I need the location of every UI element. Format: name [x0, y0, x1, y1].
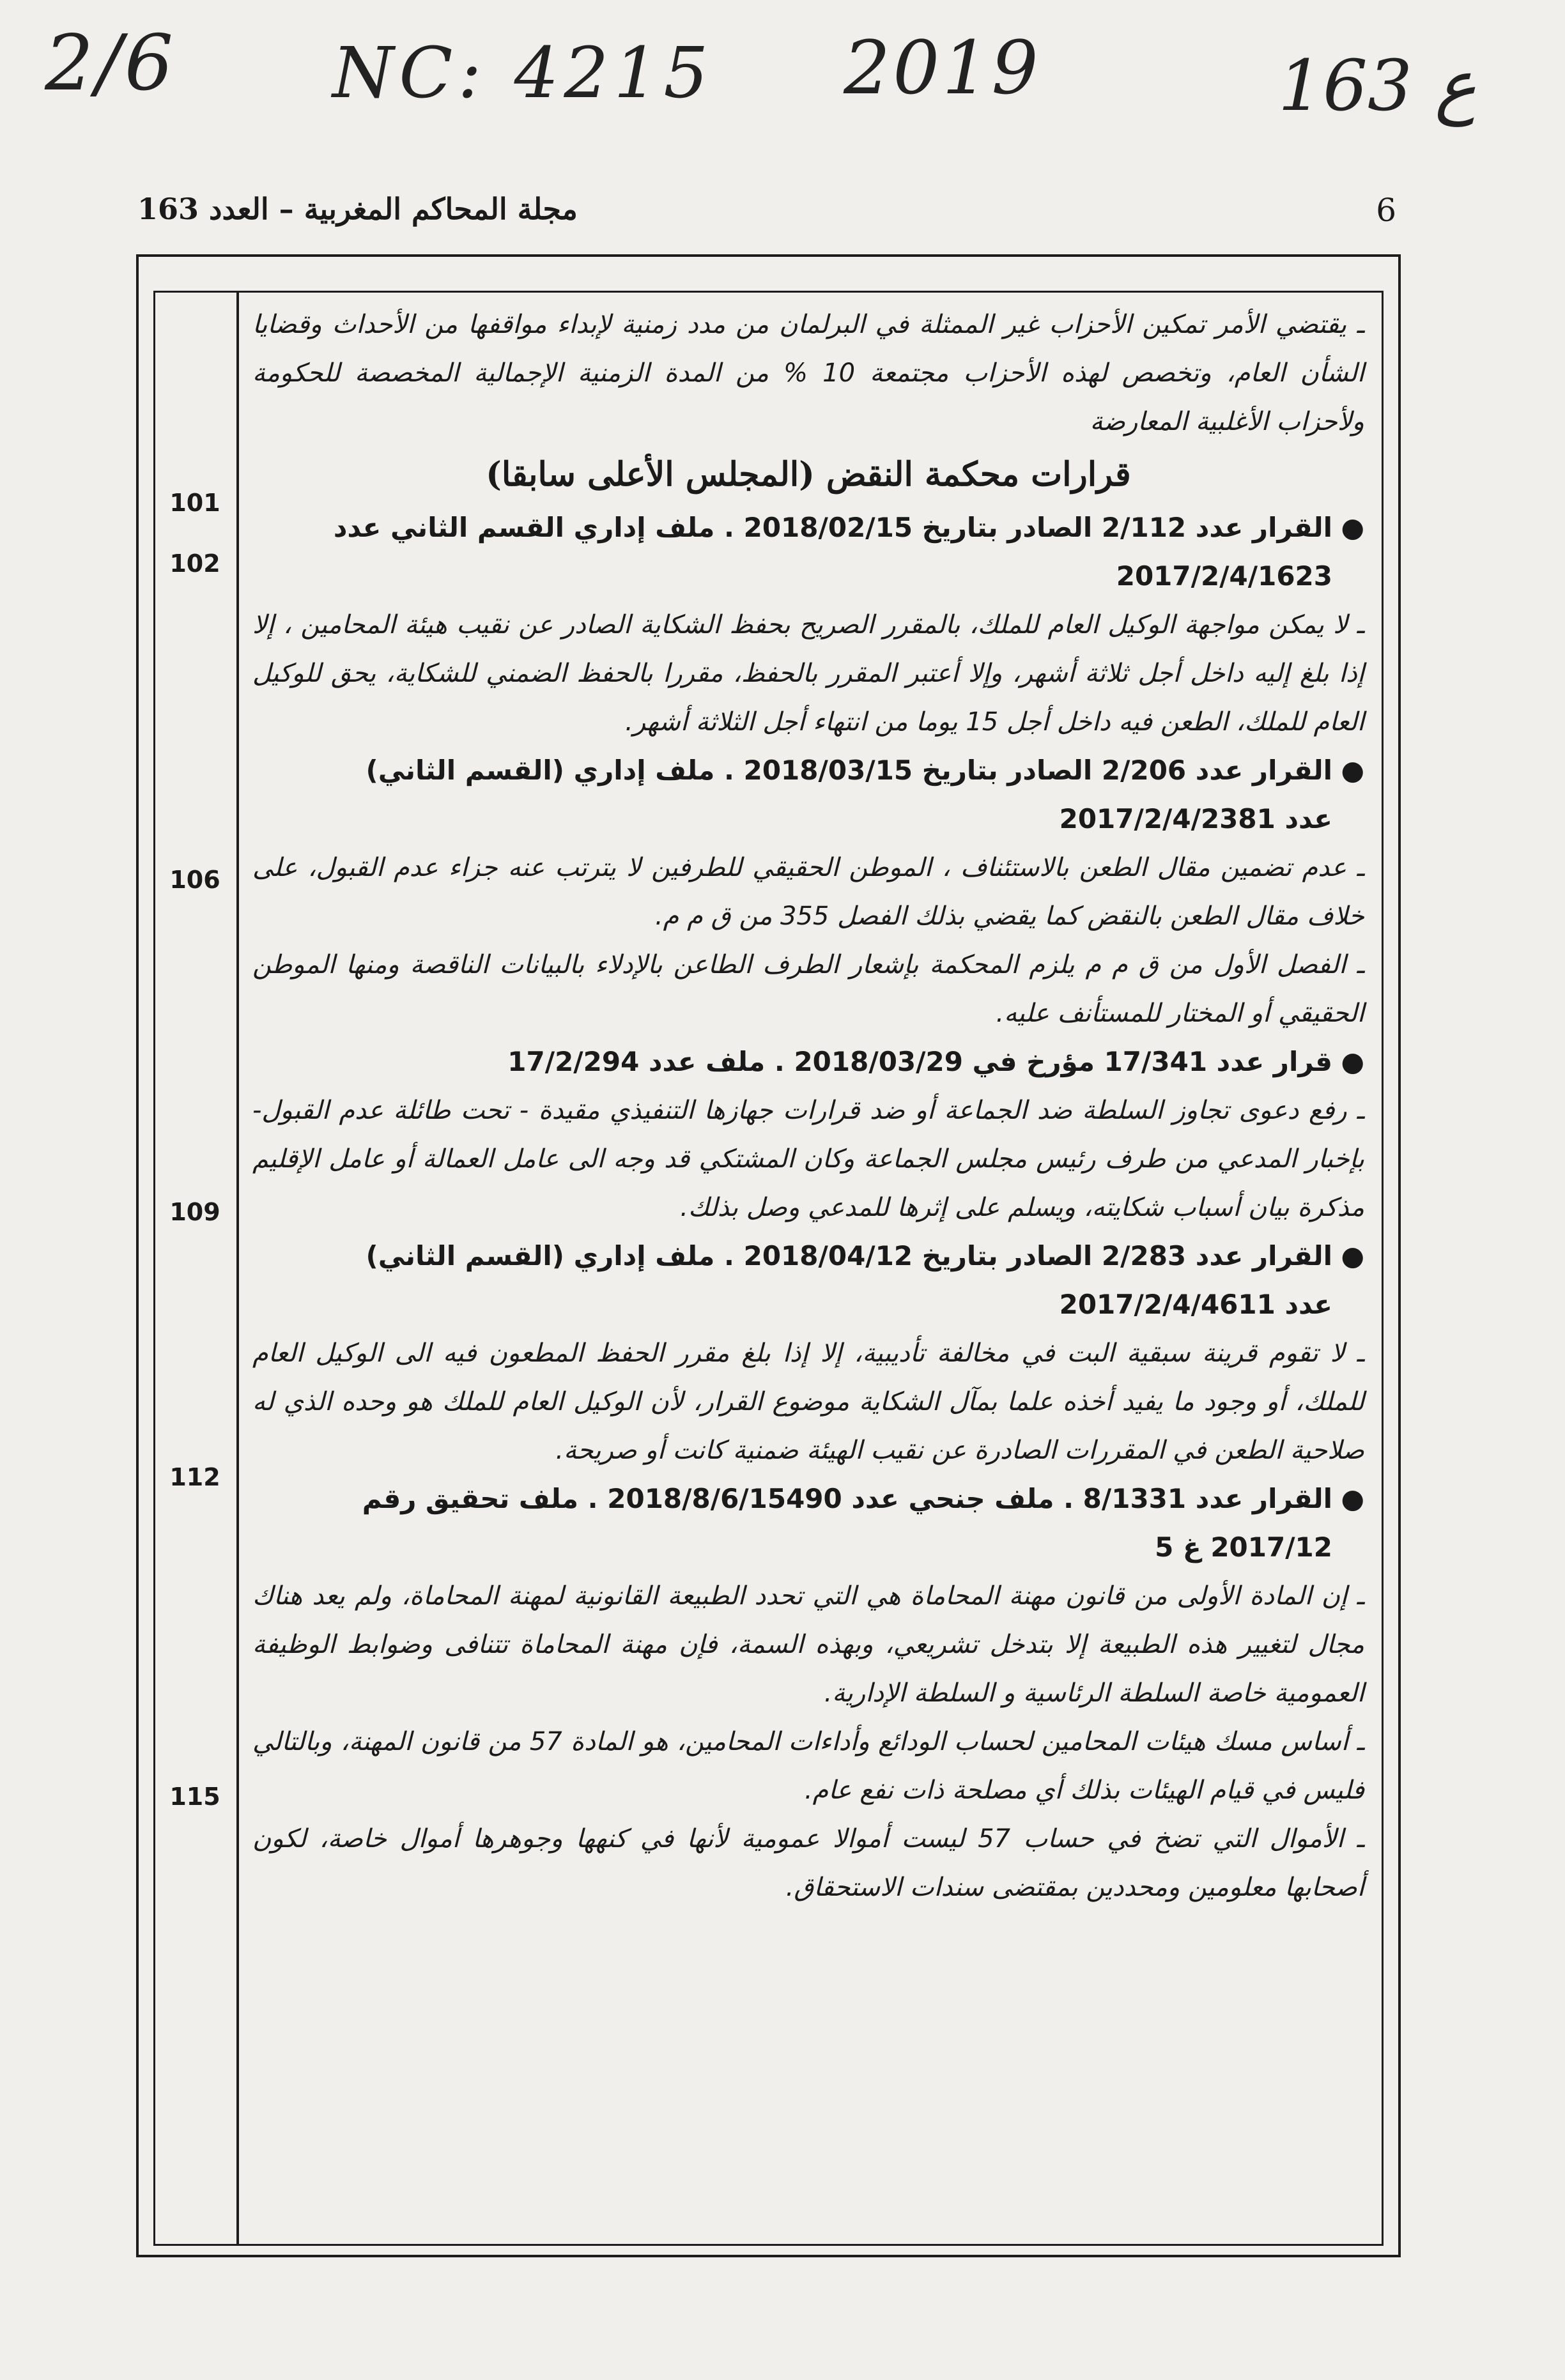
- decision-block: [252, 503, 1364, 746]
- decision-title: القرار عدد 2/206 الصادر بتاريخ 2018/03/15 . ملف إداري (القسم الثاني): [366, 755, 1332, 786]
- section-ref-number: 101: [169, 489, 220, 517]
- decision-title: القرار عدد 2/283 الصادر بتاريخ 2018/04/12 . ملف إداري (القسم الثاني): [366, 1240, 1332, 1271]
- handwritten-note-middle: 2019: [844, 26, 1041, 111]
- decision-ref-number: 115: [169, 1783, 220, 1811]
- handwritten-note-right: 163 ع: [1278, 45, 1477, 127]
- main-content: [252, 300, 1364, 1912]
- decision-ref-number: 112: [169, 1463, 220, 1491]
- decision-block: [252, 1038, 1364, 1232]
- decision-heading: [252, 1232, 1364, 1329]
- decision-summary: ـ عدم تضمين مقال الطعن بالاستئناف ، الموطن الحقيقي للطرفين لا يترتب عنه جزاء عدم القبول، على خلاف مقال الطعن بالنقض كما يقضي بذلك الفصل 355 من ق م م.: [252, 853, 1364, 931]
- decision-ref-number: 106: [169, 866, 220, 894]
- section-heading: قرارات محكمة النقض (المجلس الأعلى سابقا): [486, 455, 1131, 494]
- handwritten-note-nc: NC: 4215: [332, 32, 714, 114]
- column-separator: [236, 291, 239, 2246]
- page-number: 6: [1376, 192, 1396, 229]
- decision-heading: [252, 746, 1364, 843]
- decision-summary: ـ أساس مسك هيئات المحامين لحساب الودائع وأداءات المحامين، هو المادة 57 من قانون المهنة، وبالتالي فليس في قيام الهيئات بذلك أي مصلحة ذات نفع عام.: [252, 1727, 1364, 1805]
- page-number-column: [153, 291, 236, 2246]
- decision-heading: [252, 503, 1364, 601]
- decision-summary: ـ لا تقوم قرينة سبقية البت في مخالفة تأديبية، إلا إذا بلغ مقرر الحفظ المطعون فيه الى الوكيل العام للملك، أو وجود ما يفيد أخذه علما بمآل الشكاية موضوع القرار، لأن الوكيل العام للملك هو وحده الذي له صلاحية الطعن في المقررات الصادرة عن نقيب الهيئة ضمنية كانت أو صريحة.: [252, 1339, 1365, 1465]
- decision-block: [252, 746, 1364, 1038]
- decision-title: القرار عدد 8/1331 . ملف جنحي عدد 2018/8/6/15490 . ملف تحقيق رقم: [362, 1483, 1332, 1514]
- decision-summary: ـ إن المادة الأولى من قانون مهنة المحاماة هي التي تحدد الطبيعة القانونية لمهنة المحاماة، ولم يعد هناك مجال لتغيير هذه الطبيعة إلا بتدخل تشريعي، وبهذه السمة، فإن مهنة المحاماة تتنافى وضوابط الوظيفة العمومية خاصة السلطة الرئاسية و السلطة الإدارية.: [252, 1581, 1364, 1708]
- decision-summary: ـ رفع دعوى تجاوز السلطة ضد الجماعة أو ضد قرارات جهازها التنفيذي مقيدة - تحت طائلة عدم القبول- بإخبار المدعي من طرف رئيس مجلس الجماعة وكان المشتكي قد وجه الى عامل العمالة أو عامل الإقليم مذكرة بيان أسباب شكايته، ويسلم على إثرها للمدعي وصل بذلك.: [252, 1096, 1364, 1222]
- decision-title: القرار عدد 2/112 الصادر بتاريخ 2018/02/15 . ملف إداري القسم الثاني عدد: [333, 512, 1332, 543]
- journal-title: مجلة المحاكم المغربية – العدد 163: [137, 192, 578, 226]
- decision-reference: 2017/2/4/1623: [1116, 560, 1332, 592]
- decision-block: [252, 1232, 1364, 1475]
- bullet-icon: ●: [1341, 1483, 1364, 1514]
- decision-summary: ـ لا يمكن مواجهة الوكيل العام للملك، بالمقرر الصريح بحفظ الشكاية الصادر عن نقيب هيئة المحامين ، إلا إذا بلغ إليه داخل أجل ثلاثة أشهر، وإلا أعتبر المقرر بالحفظ، مقررا بالحفظ الضمني للشكاية، يحق للوكيل العام للملك، الطعن فيه داخل أجل 15 يوما من انتهاء أجل الثلاثة أشهر.: [252, 610, 1364, 737]
- decision-block: [252, 1475, 1364, 1912]
- decision-ref-number: 102: [169, 549, 220, 578]
- decision-summary: ـ الأموال التي تضخ في حساب 57 ليست أموالا عمومية لأنها في كنهها وجوهرها أموال خاصة، لكون أصحابها معلومين ومحددين بمقتضى سندات الاستحقاق.: [252, 1824, 1364, 1902]
- bullet-icon: ●: [1341, 755, 1364, 786]
- decision-title: قرار عدد 17/341 مؤرخ في 2018/03/29 . ملف عدد 17/2/294: [507, 1046, 1332, 1077]
- decision-reference: 2017/12 غ 5: [1155, 1532, 1332, 1563]
- decision-summary: ـ الفصل الأول من ق م م يلزم المحكمة بإشعار الطرف الطاعن بالإدلاء بالبيانات الناقصة ومنها الموطن الحقيقي أو المختار للمستأنف عليه.: [252, 950, 1364, 1028]
- decision-reference: عدد 2017/2/4/2381: [1059, 803, 1332, 834]
- bullet-icon: ●: [1341, 1046, 1364, 1077]
- decision-reference: عدد 2017/2/4/4611: [1059, 1289, 1332, 1320]
- running-head: [137, 192, 1396, 243]
- decision-heading: [252, 1038, 1364, 1086]
- handwritten-note-left: 2/6: [45, 19, 176, 108]
- intro-paragraph: ـ يقتضي الأمر تمكين الأحزاب غير الممثلة في البرلمان من مدد زمنية لإبداء مواقفها من الأحداث وقضايا الشأن العام، وتخصص لهذه الأحزاب مجتمعة 10 % من المدة الزمنية الإجمالية المخصصة للحكومة ولأحزاب الأغلبية المعارضة: [252, 310, 1364, 436]
- decision-heading: [252, 1475, 1364, 1572]
- bullet-icon: ●: [1341, 512, 1364, 543]
- bullet-icon: ●: [1341, 1240, 1364, 1271]
- decision-ref-number: 109: [169, 1198, 220, 1226]
